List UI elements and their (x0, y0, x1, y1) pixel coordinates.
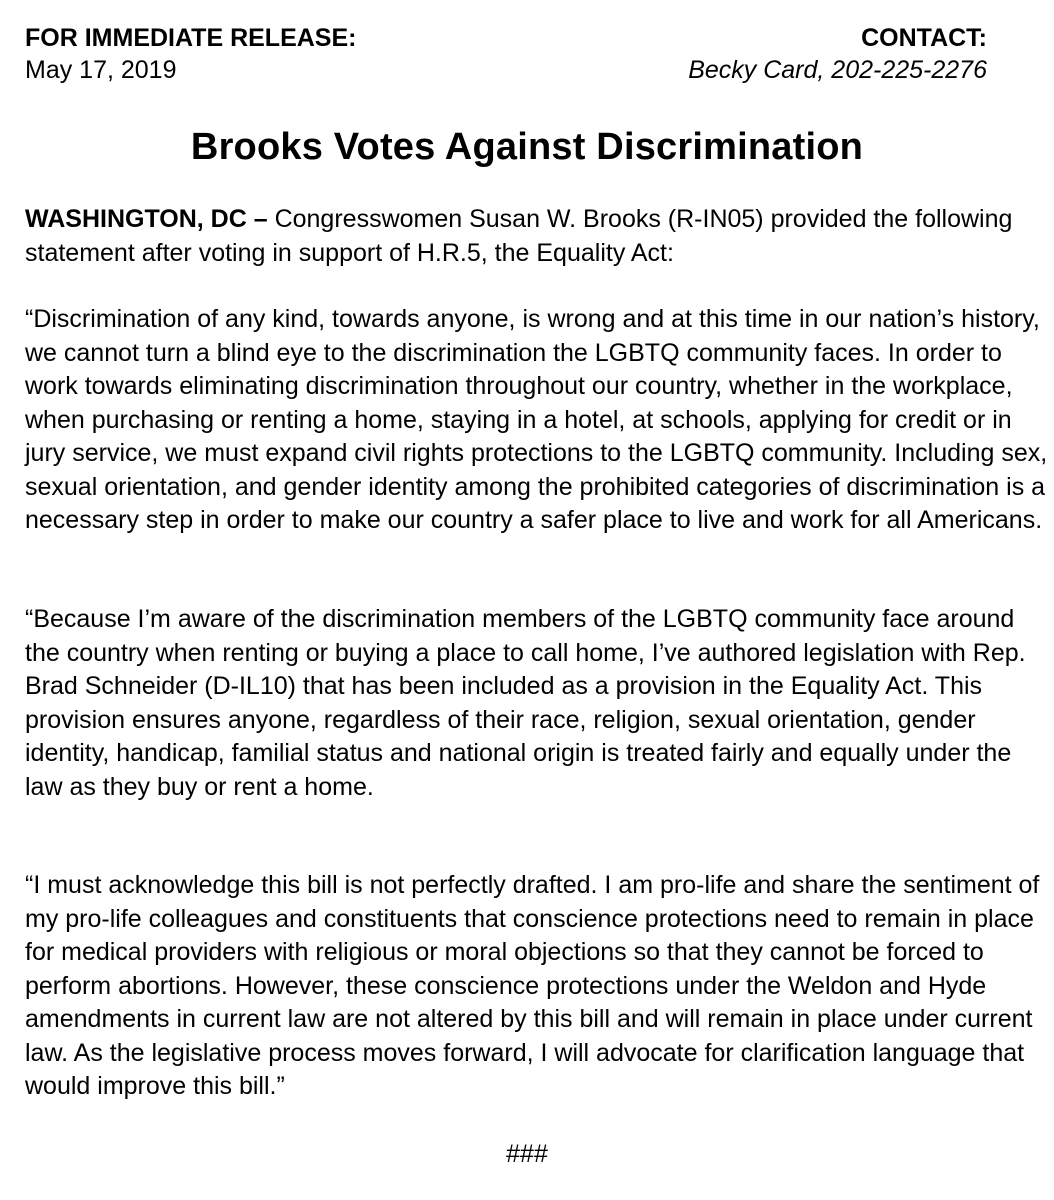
quote-paragraph-2: “Because I’m aware of the discrimination members of the LGBTQ community face around the country when renting or buying a place to call home, I’ve authored legislation with Rep. Brad Schneider (D-IL10) that has been included as a provision in the Equality Act. This provision ensures anyone, regardless of their race, religion, sexual orientation, gender identity, handicap, familial status and national origin is treated fairly and equally under the law as they buy or rent a home. (25, 605, 1026, 801)
quote-paragraph-1: “Discrimination of any kind, towards anyone, is wrong and at this time in our nation’s history, we cannot turn a blind eye to the discrimination the LGBTQ community faces. In order to work towards eliminating discrimination throughout our country, whether in the workplace, when purchasing or renting a home, staying in a hotel, at schools, applying for credit or in jury service, we must expand civil rights protections to the LGBTQ community. Including sex, sexual orientation, and gender identity among the prohibited categories of discrimination is a necessary step in order to make our country a safer place to live and work for all Americans. (25, 305, 1048, 534)
release-date: May 17, 2019 (25, 56, 177, 84)
intro-paragraph (25, 203, 1049, 270)
intro-text: Congresswomen Susan W. Brooks (R-IN05) provided the following statement after voting in support of H.R.5, the Equality Act: (25, 205, 1013, 267)
end-mark: ### (506, 1140, 548, 1168)
release-label: FOR IMMEDIATE RELEASE: (25, 24, 357, 52)
contact-info: Becky Card, 202-225-2276 (688, 56, 987, 84)
headline: Brooks Votes Against Discrimination (190, 126, 864, 168)
header (25, 22, 987, 86)
quote-paragraph-3: “I must acknowledge this bill is not perfectly drafted. I am pro-life and share the sentiment of my pro-life colleagues and constituents that conscience protections need to remain in place for medical providers with religious or moral objections so that they cannot be forced to perform abortions. However, these conscience protections under the Weldon and Hyde amendments in current law are not altered by this bill and will remain in place under current law. As the legislative process moves forward, I will advocate for clarification language that would improve this bill.” (25, 871, 1040, 1100)
dateline: WASHINGTON, DC – (25, 205, 268, 233)
release-block (25, 22, 356, 86)
contact-block (688, 22, 987, 86)
contact-label: CONTACT: (861, 24, 987, 52)
